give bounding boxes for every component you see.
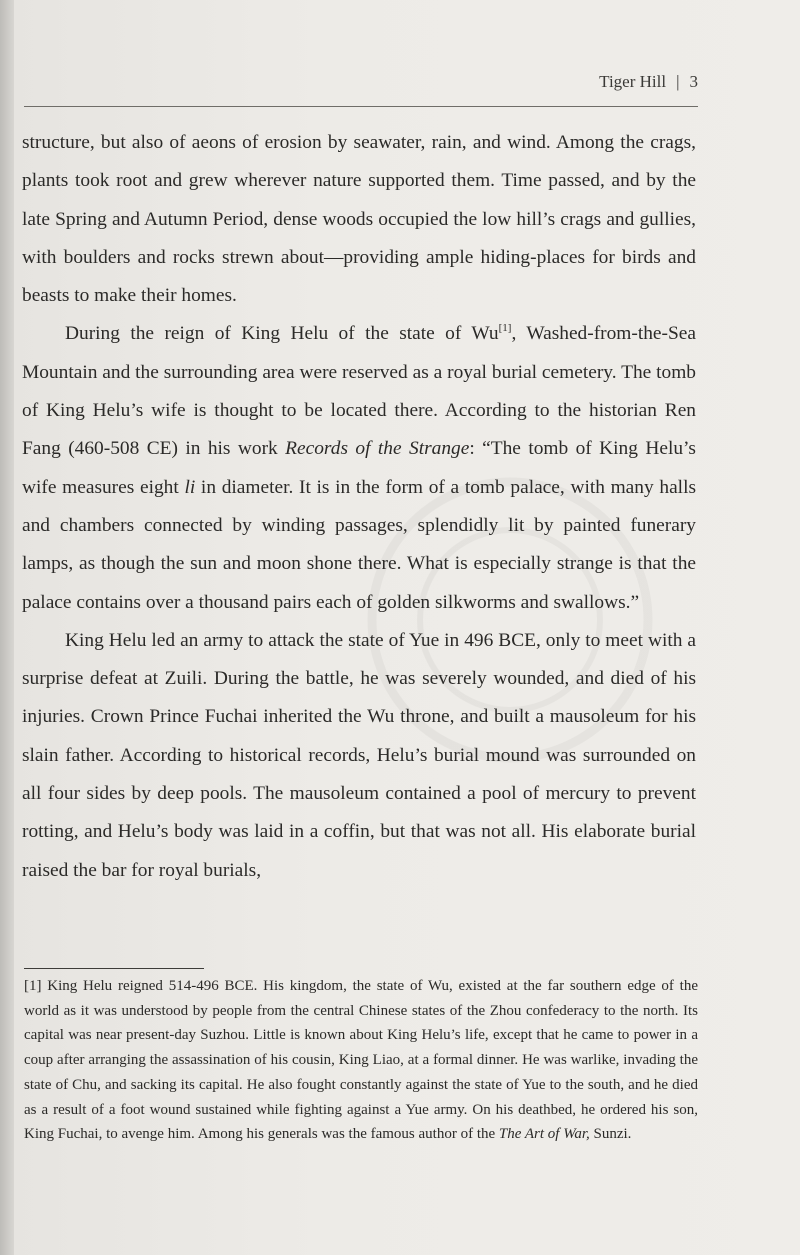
- footnote-text-a: [1] King Helu reigned 514-496 BCE. His kingdom, the state of Wu, existed at the far southern edge of the world as it was understood by people from the central Chinese states of the Zhou confederacy to the north. Its capital was near present-day Suzhou. Little is known about King Helu’s life, except that he came to power in a coup after arranging the assassination of his cousin, King Liao, at a formal dinner. He was warlike, invading the state of Chu, and sacking its capital. He also fought constantly against the state of Yue to the south, and he died as a result of a foot wound sustained while fighting against a Yue army. On his deathbed, he ordered his son, King Fuchai, to avenge him. Among his generals was the famous author of the: [24, 978, 698, 1143]
- header-separator: |: [676, 72, 680, 91]
- paragraph-2-part-a: During the reign of King Helu of the state of Wu: [65, 323, 499, 345]
- footnote-ref-1[interactable]: [1]: [498, 322, 512, 335]
- footnote-text-b: Sunzi.: [589, 1126, 632, 1143]
- footnote-work-title: The Art of War,: [498, 1126, 590, 1143]
- page-number: 3: [689, 72, 698, 91]
- paragraph-1: structure, but also of aeons of erosion by seawater, rain, and wind. Among the crags, plants took root and grew wherever nature supported them. Time passed, and by the late Spring and Autumn Period, dense woods occupied the low hill’s crags and gullies, with boulders and rocks strewn about—providing ample hiding-places for birds and beasts to make their homes.: [22, 132, 696, 307]
- paragraph-2-part-c: : “The tomb of King Helu’s wife measures eight: [22, 438, 696, 498]
- paragraph-3: King Helu led an army to attack the state of Yue in 496 BCE, only to meet with a surprise defeat at Zuili. During the battle, he was severely wounded, and died of his injuries. Crown Prince Fuchai inherited the Wu throne, and built a mausoleum for his slain father. According to historical records, Helu’s burial mound was surrounded on all four sides by deep pools. The mausoleum contained a pool of mercury to prevent rotting, and Helu’s body was laid in a coffin, but that was not all. His elaborate burial raised the bar for royal burials,: [22, 629, 696, 881]
- work-title: Records of the Strange: [285, 438, 470, 460]
- paragraph-2-part-d: in diameter. It is in the form of a tomb palace, with many halls and chambers connected by winding passages, splendidly lit by painted funerary lamps, as though the sun and moon shone there. What is especially strange is that the palace contains over a thousand pairs each of golden silkworms and swallows.”: [22, 476, 696, 613]
- paragraph-2-part-b: , Washed-from-the-Sea Mountain and the surrounding area were reserved as a royal burial cemetery. The tomb of King Helu’s wife is thought to be located there. According to the historian Ren Fang (460-508 CE) in his work: [22, 323, 696, 460]
- running-title: Tiger Hill: [599, 72, 667, 91]
- footnote-1: [24, 974, 698, 1147]
- unit-li: li: [184, 476, 196, 498]
- header-rule: [24, 106, 698, 107]
- running-header: [24, 72, 698, 98]
- body-text: [22, 124, 696, 890]
- page-gutter-shadow: [0, 0, 14, 1255]
- footnote-rule: [24, 968, 204, 969]
- paragraph-2: [22, 315, 696, 621]
